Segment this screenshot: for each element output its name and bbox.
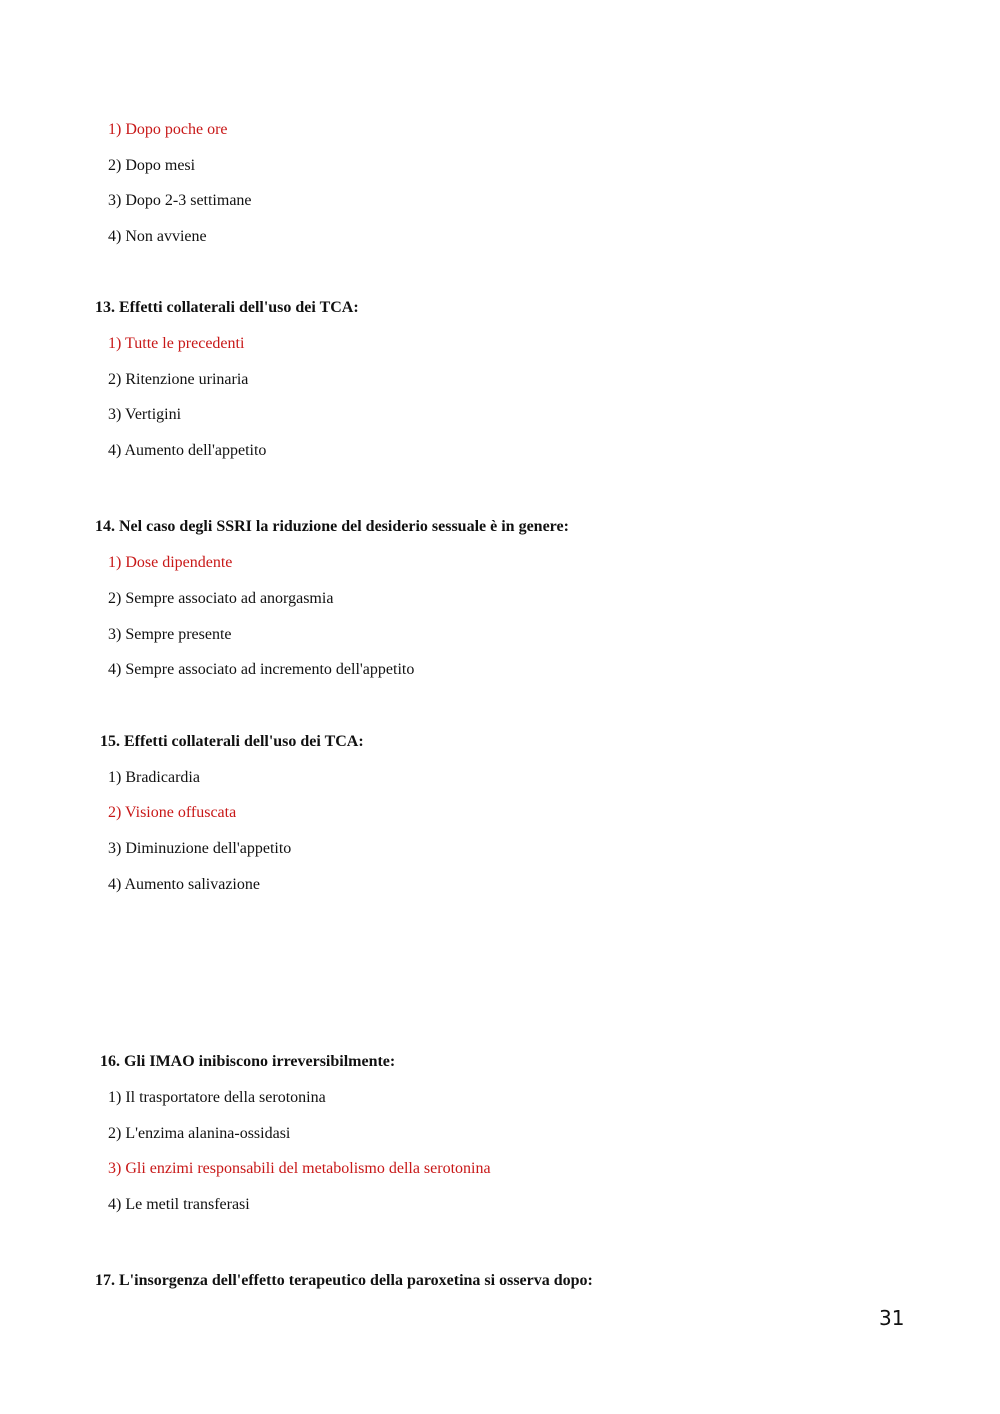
answer-option: 2) Sempre associato ad anorgasmia bbox=[108, 590, 334, 607]
answer-option: 1) Tutte le precedenti bbox=[108, 335, 245, 352]
answer-option: 1) Bradicardia bbox=[108, 769, 200, 786]
question-16-title: 16. Gli IMAO inibiscono irreversibilmente: bbox=[100, 1053, 396, 1070]
question-14-title: 14. Nel caso degli SSRI la riduzione del desiderio sessuale è in genere: bbox=[95, 518, 569, 535]
answer-option: 4) Le metil transferasi bbox=[108, 1196, 250, 1213]
answer-option: 2) Dopo mesi bbox=[108, 157, 196, 174]
answer-option: 3) Vertigini bbox=[108, 406, 182, 423]
question-15-title: 15. Effetti collaterali dell'uso dei TCA: bbox=[100, 733, 364, 750]
answer-option: 2) Visione offuscata bbox=[108, 804, 237, 821]
page-number: 31 bbox=[879, 1306, 905, 1330]
question-17-title: 17. L'insorgenza dell'effetto terapeutico della paroxetina si osserva dopo: bbox=[95, 1272, 593, 1289]
answer-option: 4) Aumento dell'appetito bbox=[108, 442, 267, 459]
answer-option: 2) L'enzima alanina-ossidasi bbox=[108, 1125, 291, 1142]
answer-option: 1) Dopo poche ore bbox=[108, 121, 228, 138]
answer-option: 2) Ritenzione urinaria bbox=[108, 371, 249, 388]
answer-option: 4) Sempre associato ad incremento dell'appetito bbox=[108, 661, 415, 678]
question-13-title: 13. Effetti collaterali dell'uso dei TCA: bbox=[95, 299, 359, 316]
answer-option: 1) Il trasportatore della serotonina bbox=[108, 1089, 326, 1106]
answer-option: 3) Gli enzimi responsabili del metabolismo della serotonina bbox=[108, 1160, 491, 1177]
answer-option: 4) Non avviene bbox=[108, 228, 207, 245]
answer-option: 3) Sempre presente bbox=[108, 626, 232, 643]
answer-option: 4) Aumento salivazione bbox=[108, 876, 260, 893]
answer-option: 3) Dopo 2-3 settimane bbox=[108, 192, 252, 209]
answer-option: 3) Diminuzione dell'appetito bbox=[108, 840, 292, 857]
answer-option: 1) Dose dipendente bbox=[108, 554, 233, 571]
